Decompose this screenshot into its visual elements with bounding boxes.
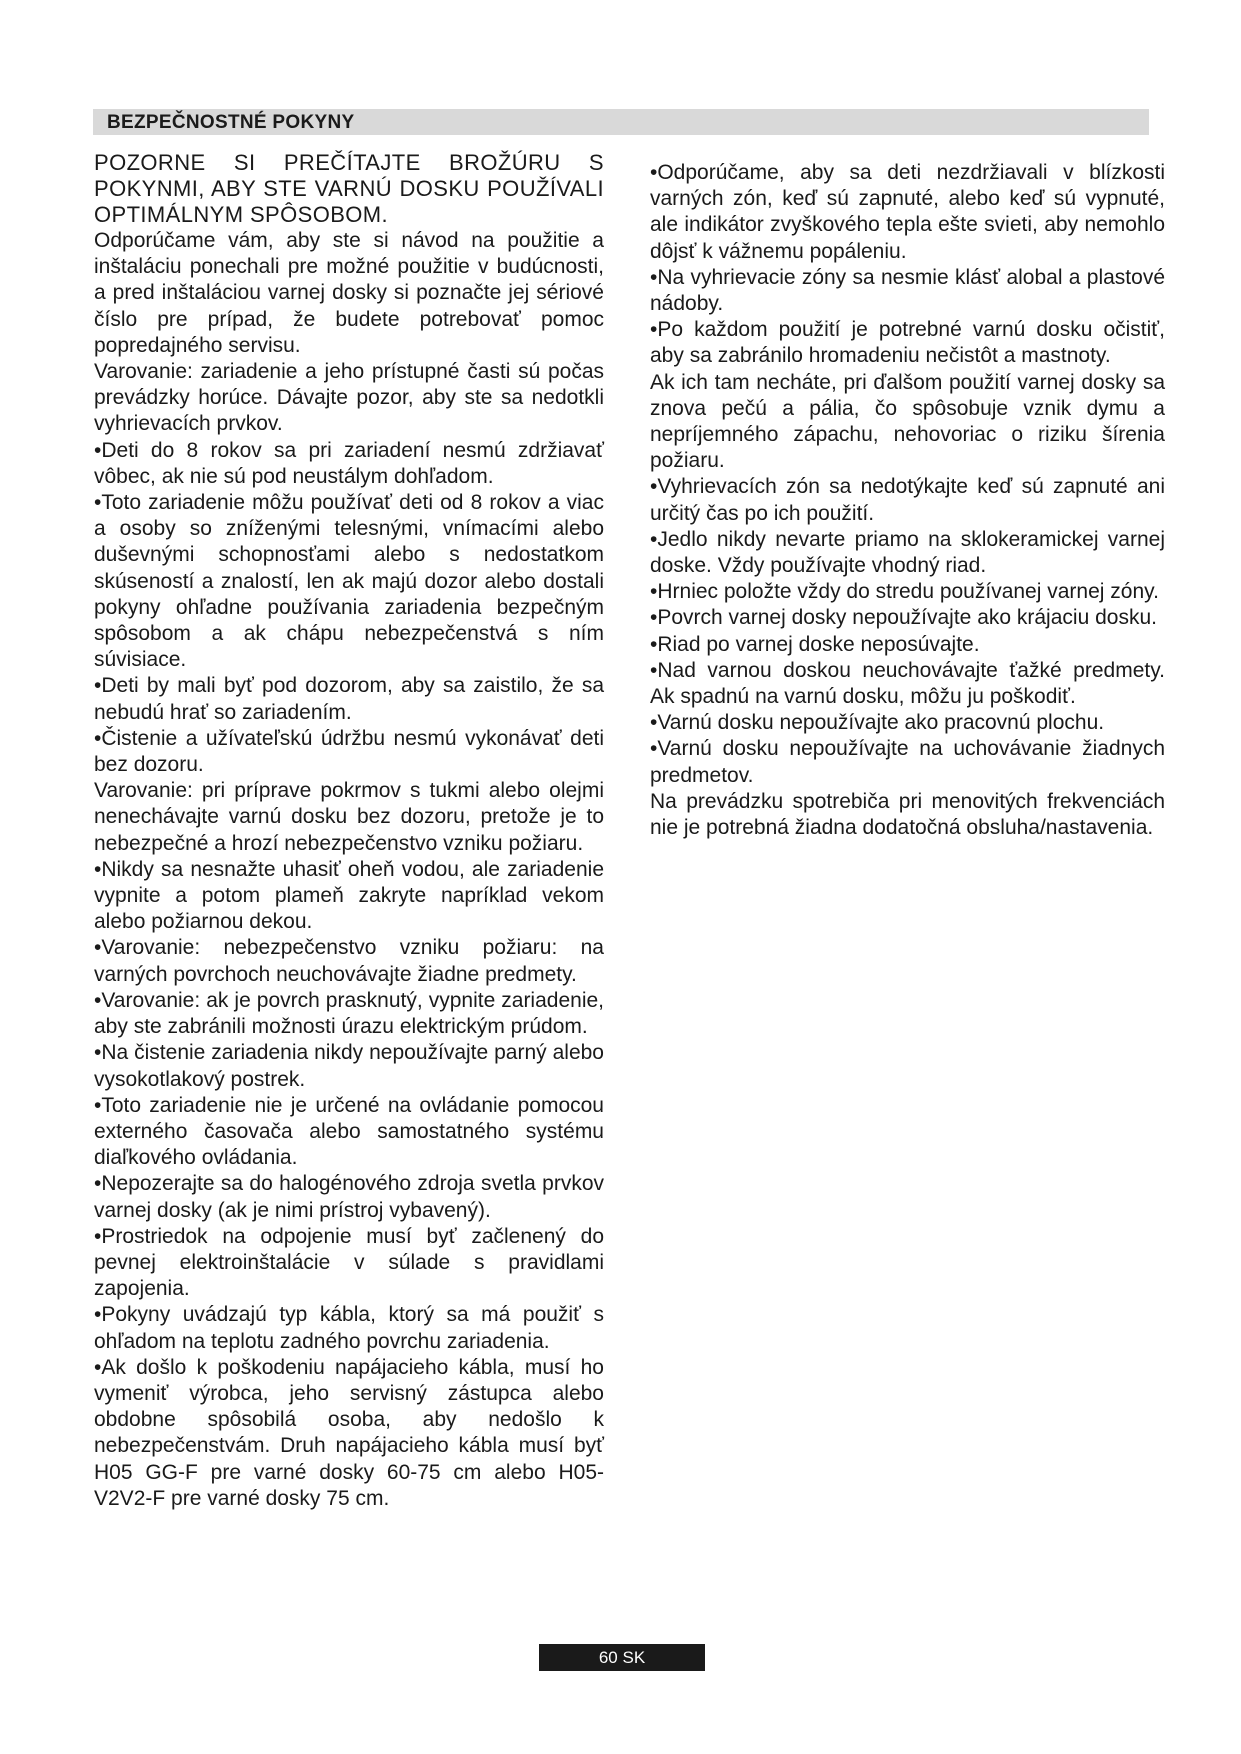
paragraph: •Nepozerajte sa do halogénového zdroja svetla prvkov varnej dosky (ak je nimi prístroj vybavený). [94, 1172, 604, 1222]
paragraph: •Toto zariadenie môžu používať deti od 8 rokov a viac a osoby so zníženými telesnými, vnímacími alebo duševnými schopnosťami alebo s nedostatkom skúseností a znalostí, len ak majú dozor alebo dostali pokyny ohľadne používania zariadenia bezpečným spôsobom a ak chápu nebezpečenstvá s ním súvisiace. [94, 491, 604, 672]
section-title: BEZPEČNOSTNÉ POKYNY [107, 112, 355, 133]
left-column [94, 150, 604, 1512]
paragraph: •Pokyny uvádzajú typ kábla, ktorý sa má použiť s ohľadom na teplotu zadného povrchu zariadenia. [94, 1303, 604, 1353]
paragraph: •Riad po varnej doske neposúvajte. [650, 632, 980, 656]
paragraph: •Čistenie a užívateľskú údržbu nesmú vykonávať deti bez dozoru. [94, 726, 604, 777]
paragraph: POZORNE SI PREČÍTAJTE BROŽÚRU S POKYNMI, ABY STE VARNÚ DOSKU POUŽÍVALI OPTIMÁLNYM SPÔSOBOM. [94, 150, 604, 227]
paragraph: Na prevádzku spotrebiča pri menovitých frekvenciách nie je potrebná žiadna dodatočná obsluha/nastavenia. [650, 789, 1165, 840]
paragraph: •Na vyhrievacie zóny sa nesmie klásť alobal a plastové nádoby. [650, 265, 1165, 316]
paragraph: •Nad varnou doskou neuchovávajte ťažké predmety. Ak spadnú na varnú dosku, môžu ju poškodiť. [650, 658, 1165, 709]
paragraph: •Varovanie: ak je povrch prasknutý, vypnite zariadenie, aby ste zabránili možnosti úrazu elektrickým prúdom. [94, 988, 604, 1039]
paragraph: •Varovanie: nebezpečenstvo vzniku požiaru: na varných povrchoch neuchovávajte žiadne predmety. [94, 936, 604, 986]
paragraph: •Varnú dosku nepoužívajte ako pracovnú plochu. [650, 711, 1105, 735]
paragraph: Varovanie: zariadenie a jeho prístupné časti sú počas prevádzky horúce. Dávajte pozor, aby ste sa nedotkli vyhrievacích prvkov. [94, 360, 604, 436]
paragraph: •Hrniec položte vždy do stredu používanej varnej zóny. [650, 580, 1159, 604]
paragraph: •Ak došlo k poškodeniu napájacieho kábla, musí ho vymeniť výrobca, jeho servisný zástupca alebo obdobne spôsobilá osoba, aby nedošlo k nebezpečenstvám. Druh napájacieho kábla musí byť H05 GG-F pre varné dosky 60-75 cm alebo H05-V2V2-F pre varné dosky 75 cm. [94, 1355, 604, 1510]
paragraph: •Toto zariadenie nie je určené na ovládanie pomocou externého časovača alebo samostatného systému diaľkového ovládania. [94, 1093, 604, 1170]
right-column [650, 160, 1165, 841]
paragraph: •Deti by mali byť pod dozorom, aby sa zaistilo, že sa nebudú hrať so zariadením. [94, 674, 604, 724]
paragraph: Ak ich tam necháte, pri ďalšom použití varnej dosky sa znova pečú a pália, čo spôsobuje vznik dymu a nepríjemného zápachu, nehovoriac o riziku šírenia požiaru. [650, 370, 1165, 473]
paragraph: Varovanie: pri príprave pokrmov s tukmi alebo olejmi nenechávajte varnú dosku bez dozoru, pretože je to nebezpečné a hrozí nebezpečenstvo vzniku požiaru. [94, 779, 604, 855]
paragraph: Odporúčame vám, aby ste si návod na použitie a inštaláciu ponechali pre možné použitie v budúcnosti, a pred inštaláciou varnej dosky si poznačte jej sériové číslo pre prípad, že budete potrebovať pomoc popredajného servisu. [94, 229, 604, 357]
paragraph: •Povrch varnej dosky nepoužívajte ako krájaciu dosku. [650, 606, 1157, 630]
paragraph: •Jedlo nikdy nevarte priamo na sklokeramickej varnej doske. Vždy používajte vhodný riad. [650, 527, 1165, 578]
paragraph: •Vyhrievacích zón sa nedotýkajte keď sú zapnuté ani určitý čas po ich použití. [650, 475, 1165, 525]
paragraph: •Nikdy sa nesnažte uhasiť oheň vodou, ale zariadenie vypnite a potom plameň zakryte napríklad vekom alebo požiarnou dekou. [94, 857, 604, 934]
paragraph: •Deti do 8 rokov sa pri zariadení nesmú zdržiavať vôbec, ak nie sú pod neustálym dohľadom. [94, 438, 604, 488]
paragraph: •Na čistenie zariadenia nikdy nepoužívajte parný alebo vysokotlakový postrek. [94, 1041, 604, 1091]
section-header-bar [93, 109, 1149, 135]
page-number-badge: 60 SK [539, 1644, 705, 1671]
paragraph: •Odporúčame, aby sa deti nezdržiavali v blízkosti varných zón, keď sú zapnuté, alebo keď sú vypnuté, ale indikátor zvyškového tepla ešte svieti, aby nemohlo dôjsť k vážnemu popáleniu. [650, 161, 1165, 263]
paragraph: •Po každom použití je potrebné varnú dosku očistiť, aby sa zabránilo hromadeniu nečistôt a mastnoty. [650, 318, 1165, 368]
paragraph: •Varnú dosku nepoužívajte na uchovávanie žiadnych predmetov. [650, 737, 1165, 787]
paragraph: •Prostriedok na odpojenie musí byť začlenený do pevnej elektroinštalácie v súlade s pravidlami zapojenia. [94, 1224, 604, 1301]
